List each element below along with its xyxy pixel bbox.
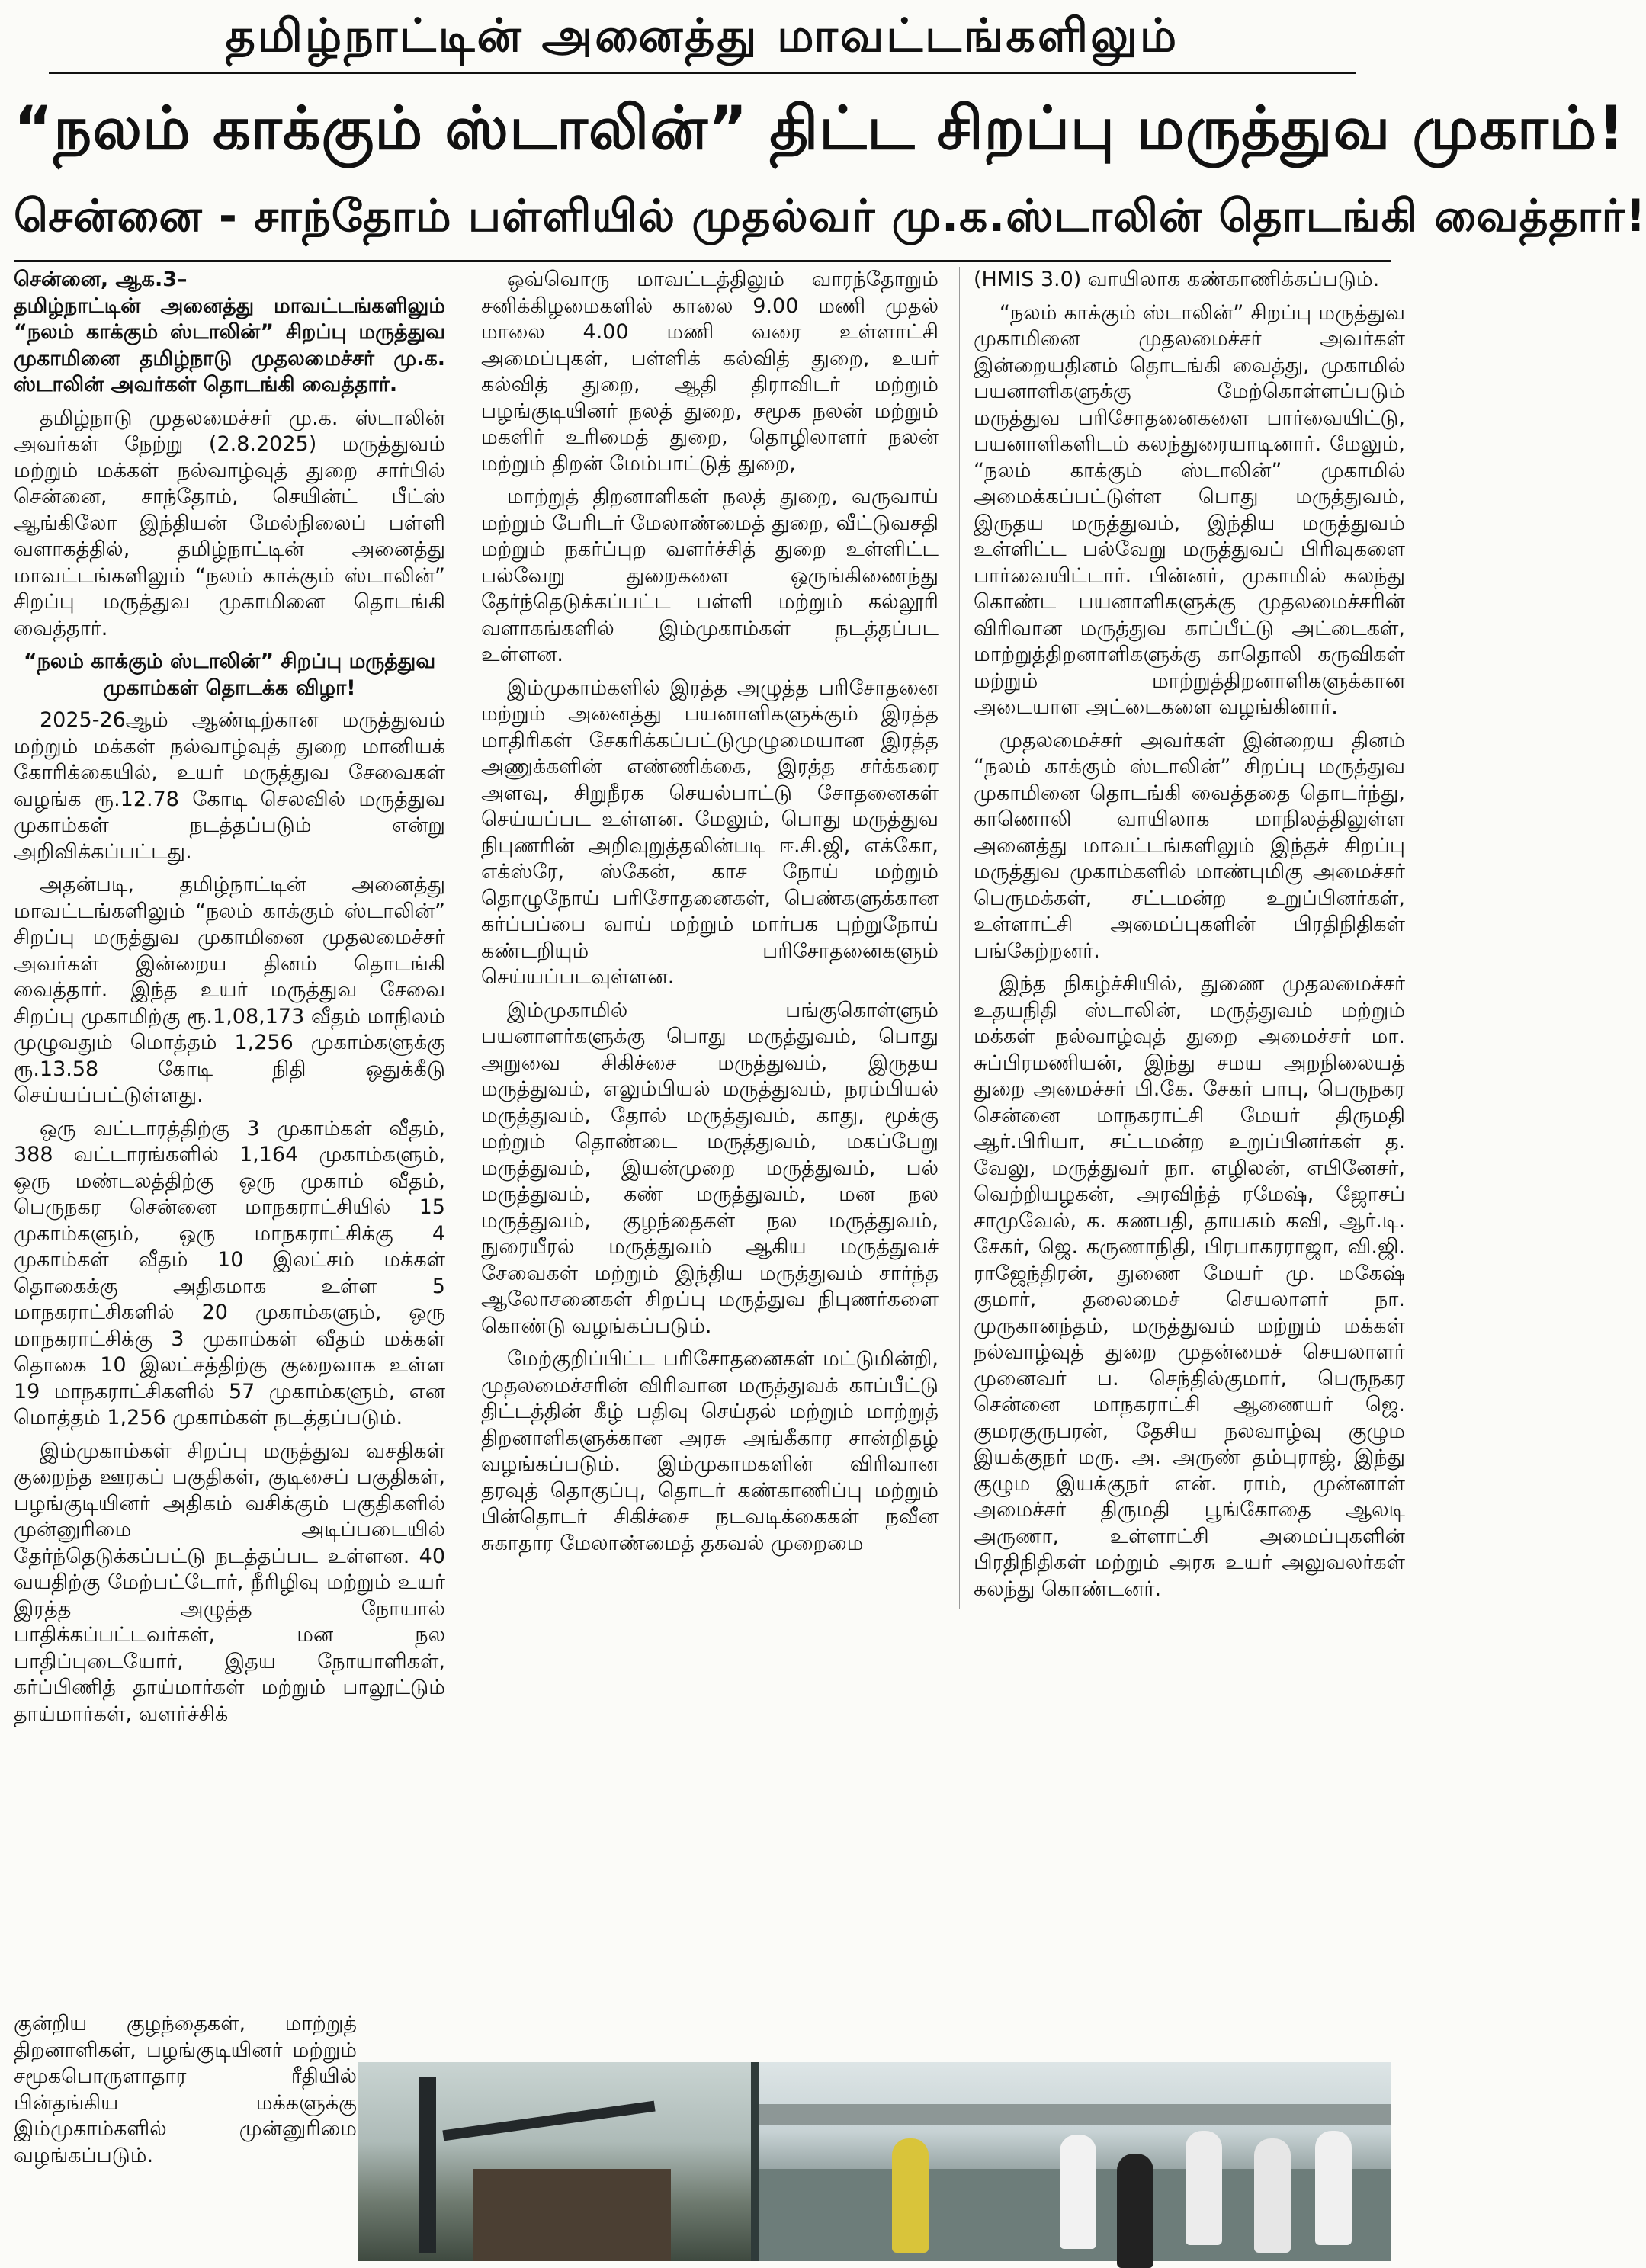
article-column-1 <box>14 267 445 1734</box>
headline-divider <box>14 260 1391 262</box>
article-column-2 <box>467 267 939 1564</box>
article-lead <box>14 267 445 399</box>
paragraph: இம்முகாமில் பங்குகொள்ளும் பயனாளர்களுக்கு பொது மருத்துவம், பொது அறுவை சிகிச்சை மருத்துவம், இருதய மருத்துவம், எலும்பியல் மருத்துவம், நரம்பியல் மருத்துவம், தோல் மருத்துவம், காது, மூக்கு மற்றும் தொண்டை மருத்துவம், மகப்பேறு மருத்துவம், இயன்முறை மருத்துவம், பல் மருத்துவம், கண் மருத்துவம், மன நல மருத்துவம், குழந்தைகள் நல மருத்துவம், நுரையீரல் மருத்துவம் ஆகிய மருத்துவச் சேவைகள் மற்றும் இந்திய மருத்துவம் சார்ந்த ஆலோசனைகள் சிறப்பு மருத்துவ நிபுணர்களை கொண்டு வழங்கப்படும். <box>481 998 939 1338</box>
article-column-3 <box>959 267 1405 1609</box>
paragraph-tail: குன்றிய குழந்தைகள், மாற்றுத் திறனாளிகள், பழங்குடியினர் மற்றும் சமூகபொருளாதார ரீதியில் பின்தங்கிய மக்களுக்கு இம்முகாம்களில் முன்னுரிமை வழங்கப்படும். <box>14 2012 357 2167</box>
dredging-machine-photo <box>358 2062 751 2261</box>
sub-headline: சென்னை - சாந்தோம் பள்ளியில் முதல்வர் மு.க.ஸ்டாலின் தொடங்கி வைத்தார்! <box>14 190 1646 242</box>
person-figure <box>892 2138 929 2253</box>
paragraph: மேற்குறிப்பிட்ட பரிசோதனைகள் மட்டுமின்றி, முதலமைச்சரின் விரிவான மருத்துவக் காப்பீட்டு திட்டத்தின் கீழ் பதிவு செய்தல் மற்றும் மாற்றுத் திறனாளிகளுக்கான அரசு அங்கீகார சான்றிதழ் வழங்கப்படும். இம்முகாமகளின் விரிவான தரவுத் தொகுப்பு, தொடர் கண்காணிப்பு மற்றும் பின்தொடர் சிகிச்சை நடவடிக்கைகள் நவீன சுகாதார மேலாண்மைத் தகவல் முறைமை <box>481 1347 939 1555</box>
kicker-headline: தமிழ்நாட்டின் அனைத்து மாவட்டங்களிலும் <box>225 9 1179 63</box>
kicker-rule <box>49 72 1356 74</box>
photo-strip <box>358 2062 1391 2261</box>
lead-paragraph: தமிழ்நாட்டின் அனைத்து மாவட்டங்களிலும் “நலம் காக்கும் ஸ்டாலின்” சிறப்பு மருத்துவ முகாமினை தமிழ்நாடு முதலமைச்சர் மு.க. ஸ்டாலின் அவர்கள் தொடங்கி வைத்தார். <box>14 294 445 396</box>
crane-mast <box>419 2077 436 2253</box>
person-figure <box>1186 2131 1222 2245</box>
paragraph: இந்த நிகழ்ச்சியில், துணை முதலமைச்சர் உதயநிதி ஸ்டாலின், மருத்துவம் மற்றும் மக்கள் நல்வாழ்வுத் துறை அமைச்சர் மா. சுப்பிரமணியன், இந்து சமய அறநிலையத் துறை அமைச்சர் பி.கே. சேகர் பாபு, பெருநகர சென்னை மாநகராட்சி மேயர் திருமதி ஆர்.பிரியா, சட்டமன்ற உறுப்பினர்கள் த. வேலு, மருத்துவர் நா. எழிலன், எபினேசர், வெற்றியழகன், அரவிந்த் ரமேஷ், ஜோசப் சாமுவேல், க. கணபதி, தாயகம் கவி, ஆர்.டி. சேகர், ஜெ. கருணாநிதி, பிரபாகரராஜா, வி.ஜி. ராஜேந்திரன், துணை மேயர் மு. மகேஷ் குமார், தலைமைச் செயலாளர் நா. முருகானந்தம், மருத்துவம் மற்றும் மக்கள் நல்வாழ்வுத் துறை முதன்மைச் செயலாளர் முனைவர் ப. செந்தில்குமார், பெருநகர சென்னை மாநகராட்சி ஆணையர் ஜெ. குமரகுருபரன், தேசிய நலவாழ்வு குழும இயக்குநர் மரு. அ. அருண் தம்புராஜ், இந்து குழும இயக்குநர் என். ராம், முன்னாள் அமைச்சர் திருமதி பூங்கோதை ஆலடி அருணா, உள்ளாட்சி அமைப்புகளின் பிரதிநிதிகள் மற்றும் அரசு உயர் அலுவலர்கள் கலந்து கொண்டனர். <box>974 972 1405 1601</box>
paragraph: 2025-26ஆம் ஆண்டிற்கான மருத்துவம் மற்றும் மக்கள் நல்வாழ்வுத் துறை மானியக் கோரிக்கையில், உயர் மருத்துவ சேவைகள் வழங்க ரூ.12.78 கோடி செலவில் மருத்துவ முகாம்கள் நடத்தப்படும் என்று அறிவிக்கப்பட்டது. <box>14 708 445 864</box>
person-figure <box>1254 2138 1291 2253</box>
article-body <box>14 267 1405 2167</box>
paragraph: இம்முகாம்கள் சிறப்பு மருத்துவ வசதிகள் குறைந்த ஊரகப் பகுதிகள், குடிசைப் பகுதிகள், பழங்குடியினர் அதிகம் வசிக்கும் பகுதிகளில் முன்னுரிமை அடிப்படையில் தேர்ந்தெடுக்கப்பட்டு நடத்தப்பட உள்ளன. 40 வயதிற்கு மேற்பட்டோர், நீரிழிவு மற்றும் உயர் இரத்த அழுத்த நோயால் பாதிக்கப்பட்டவர்கள், மன நல பாதிப்புடையோர், இதய நோயாளிகள், கர்ப்பிணித் தாய்மார்கள் மற்றும் பாலூட்டும் தாய்மார்கள், வளர்ச்சிக் <box>14 1439 445 1726</box>
machine-body <box>473 2169 671 2261</box>
person-figure <box>1117 2154 1153 2268</box>
main-headline: “நலம் காக்கும் ஸ்டாலின்” திட்ட சிறப்பு மருத்துவ முகாம்! <box>14 95 1625 163</box>
dateline: சென்னை, ஆக.3– <box>14 268 188 291</box>
crane-arm <box>442 2101 655 2141</box>
paragraph: ஒவ்வொரு மாவட்டத்திலும் வாரந்தோறும் சனிக்கிழமைகளில் காலை 9.00 மணி முதல் மாலை 4.00 மணி வரை உள்ளாட்சி அமைப்புகள், பள்ளிக் கல்வித் துறை, உயர் கல்வித் துறை, ஆதி திராவிடர் மற்றும் பழங்குடியினர் நலத் துறை, சமூக நலன் மற்றும் மகளிர் உரிமைத் துறை, தொழிலாளர் நலன் மற்றும் திறன் மேம்பாட்டுத் துறை, <box>481 268 939 476</box>
article-column-1-tail <box>14 2011 357 2169</box>
chief-minister-inspection-photo <box>759 2062 1391 2261</box>
crosshead: “நலம் காக்கும் ஸ்டாலின்” சிறப்பு மருத்துவ முகாம்கள் தொடக்க விழா! <box>23 650 436 700</box>
person-figure <box>1315 2131 1352 2245</box>
paragraph: “நலம் காக்கும் ஸ்டாலின்” சிறப்பு மருத்துவ முகாமினை முதலமைச்சர் அவர்கள் இன்றையதினம் தொடங்கி வைத்து, முகாமில் பயனாளிகளுக்கு மேற்கொள்ளப்படும் மருத்துவ பரிசோதனைகளை பார்வையிட்டு, பயனாளிகளிடம் கலந்துரையாடினார். மேலும், “நலம் காக்கும் ஸ்டாலின்” முகாமில் அமைக்கப்பட்டுள்ள பொது மருத்துவம், இருதய மருத்துவம், இந்திய மருத்துவம் உள்ளிட்ட பல்வேறு மருத்துவப் பிரிவுகளை பார்வையிட்டார். பின்னர், முகாமில் கலந்து கொண்ட பயனாளிகளுக்கு முதலமைச்சரின் விரிவான மருத்துவ காப்பீட்டு அட்டைகள், மாற்றுத்திறனாளிகளுக்கு காதொலி கருவிகள் மற்றும் மாற்றுத்திறனாளிகளுக்கான அடையாள அட்டைகளை வழங்கினார். <box>974 300 1405 719</box>
paragraph: தமிழ்நாடு முதலமைச்சர் மு.க. ஸ்டாலின் அவர்கள் நேற்று (2.8.2025) மருத்துவம் மற்றும் மக்கள் நல்வாழ்வுத் துறை சார்பில் சென்னை, சாந்தோம், செயின்ட் பீட்ஸ் ஆங்கிலோ இந்தியன் மேல்நிலைப் பள்ளி வளாகத்தில், தமிழ்நாட்டின் அனைத்து மாவட்டங்களிலும் “நலம் காக்கும் ஸ்டாலின்” சிறப்பு மருத்துவ முகாமினை தொடங்கி வைத்தார். <box>14 406 445 640</box>
paragraph: மாற்றுத் திறனாளிகள் நலத் துறை, வருவாய் மற்றும் பேரிடர் மேலாண்மைத் துறை, வீட்டுவசதி மற்றும் நகர்ப்புற வளர்ச்சித் துறை உள்ளிட்ட பல்வேறு துறைகளை ஒருங்கிணைந்து தேர்ந்தெடுக்கப்பட்ட பள்ளி மற்றும் கல்லூரி வளாகங்களில் இம்முகாம்கள் நடத்தப்பட உள்ளன. <box>481 485 939 666</box>
paragraph: ஒரு வட்டாரத்திற்கு 3 முகாம்கள் வீதம், 388 வட்டாரங்களில் 1,164 முகாம்களும், ஒரு மண்டலத்திற்கு ஒரு முகாம் வீதம், பெருநகர சென்னை மாநகராட்சியில் 15 முகாம்களும், ஒரு மாநகராட்சிக்கு 4 முகாம்கள் வீதம் 10 இலட்சம் மக்கள் தொகைக்கு அதிகமாக உள்ள 5 மாநகராட்சிகளில் 20 முகாம்களும், ஒரு மாநகராட்சிக்கு 3 முகாம்கள் வீதம் மக்கள் தொகை 10 இலட்சத்திற்கு குறைவாக உள்ள 19 மாநகராட்சிகளில் 57 முகாம்களும், என மொத்தம் 1,256 முகாம்கள் நடத்தப்படும். <box>14 1116 445 1429</box>
paragraph: அதன்படி, தமிழ்நாட்டின் அனைத்து மாவட்டங்களிலும் “நலம் காக்கும் ஸ்டாலின்” சிறப்பு மருத்துவ முகாமினை முதலமைச்சர் அவர்கள் இன்றைய தினம் தொடங்கி வைத்தார். இந்த உயர் மருத்துவ சேவை சிறப்பு முகாமிற்கு ரூ.1,08,173 வீதம் மாநிலம் முழுவதும் மொத்தம் 1,256 முகாம்களுக்கு ரூ.13.58 கோடி நிதி ஒதுக்கீடு செய்யப்பட்டுள்ளது. <box>14 873 445 1107</box>
bridge <box>759 2104 1391 2125</box>
person-figure <box>1060 2135 1096 2249</box>
paragraph: இம்முகாம்களில் இரத்த அழுத்த பரிசோதனை மற்றும் அனைத்து பயனாளிகளுக்கும் இரத்த மாதிரிகள் சேகரிக்கப்பட்டுமுழுமையான இரத்த அணுக்களின் எண்ணிக்கை, இரத்த சர்க்கரை அளவு, சிறுநீரக செயல்பாட்டு சோதனைகள் செய்யப்பட உள்ளன. மேலும், பொது மருத்துவ நிபுணரின் அறிவுறுத்தலின்படி ஈ.சி.ஜி, எக்கோ, எக்ஸ்ரே, ஸ்கேன், காச நோய் மற்றும் தொழுநோய் பரிசோதனைகள், பெண்களுக்கான கர்ப்பப்பை வாய் மற்றும் மார்பக புற்றுநோய் கண்டறியும் பரிசோதனைகளும் செய்யப்படவுள்ளன. <box>481 675 939 989</box>
paragraph: முதலமைச்சர் அவர்கள் இன்றைய தினம் “நலம் காக்கும் ஸ்டாலின்” சிறப்பு மருத்துவ முகாமினை தொடங்கி வைத்ததை தொடர்ந்து, காணொலி வாயிலாக மாநிலத்திலுள்ள அனைத்து மாவட்டங்களிலும் இந்தச் சிறப்பு மருத்துவ முகாம்களில் மாண்புமிகு அமைச்சர் பெருமக்கள், சட்டமன்ற உறுப்பினர்கள், உள்ளாட்சி அமைப்புகளின் பிரதிநிதிகள் பங்கேற்றனர். <box>974 728 1405 963</box>
paragraph: (HMIS 3.0) வாயிலாக கண்காணிக்கப்படும். <box>974 268 1380 291</box>
